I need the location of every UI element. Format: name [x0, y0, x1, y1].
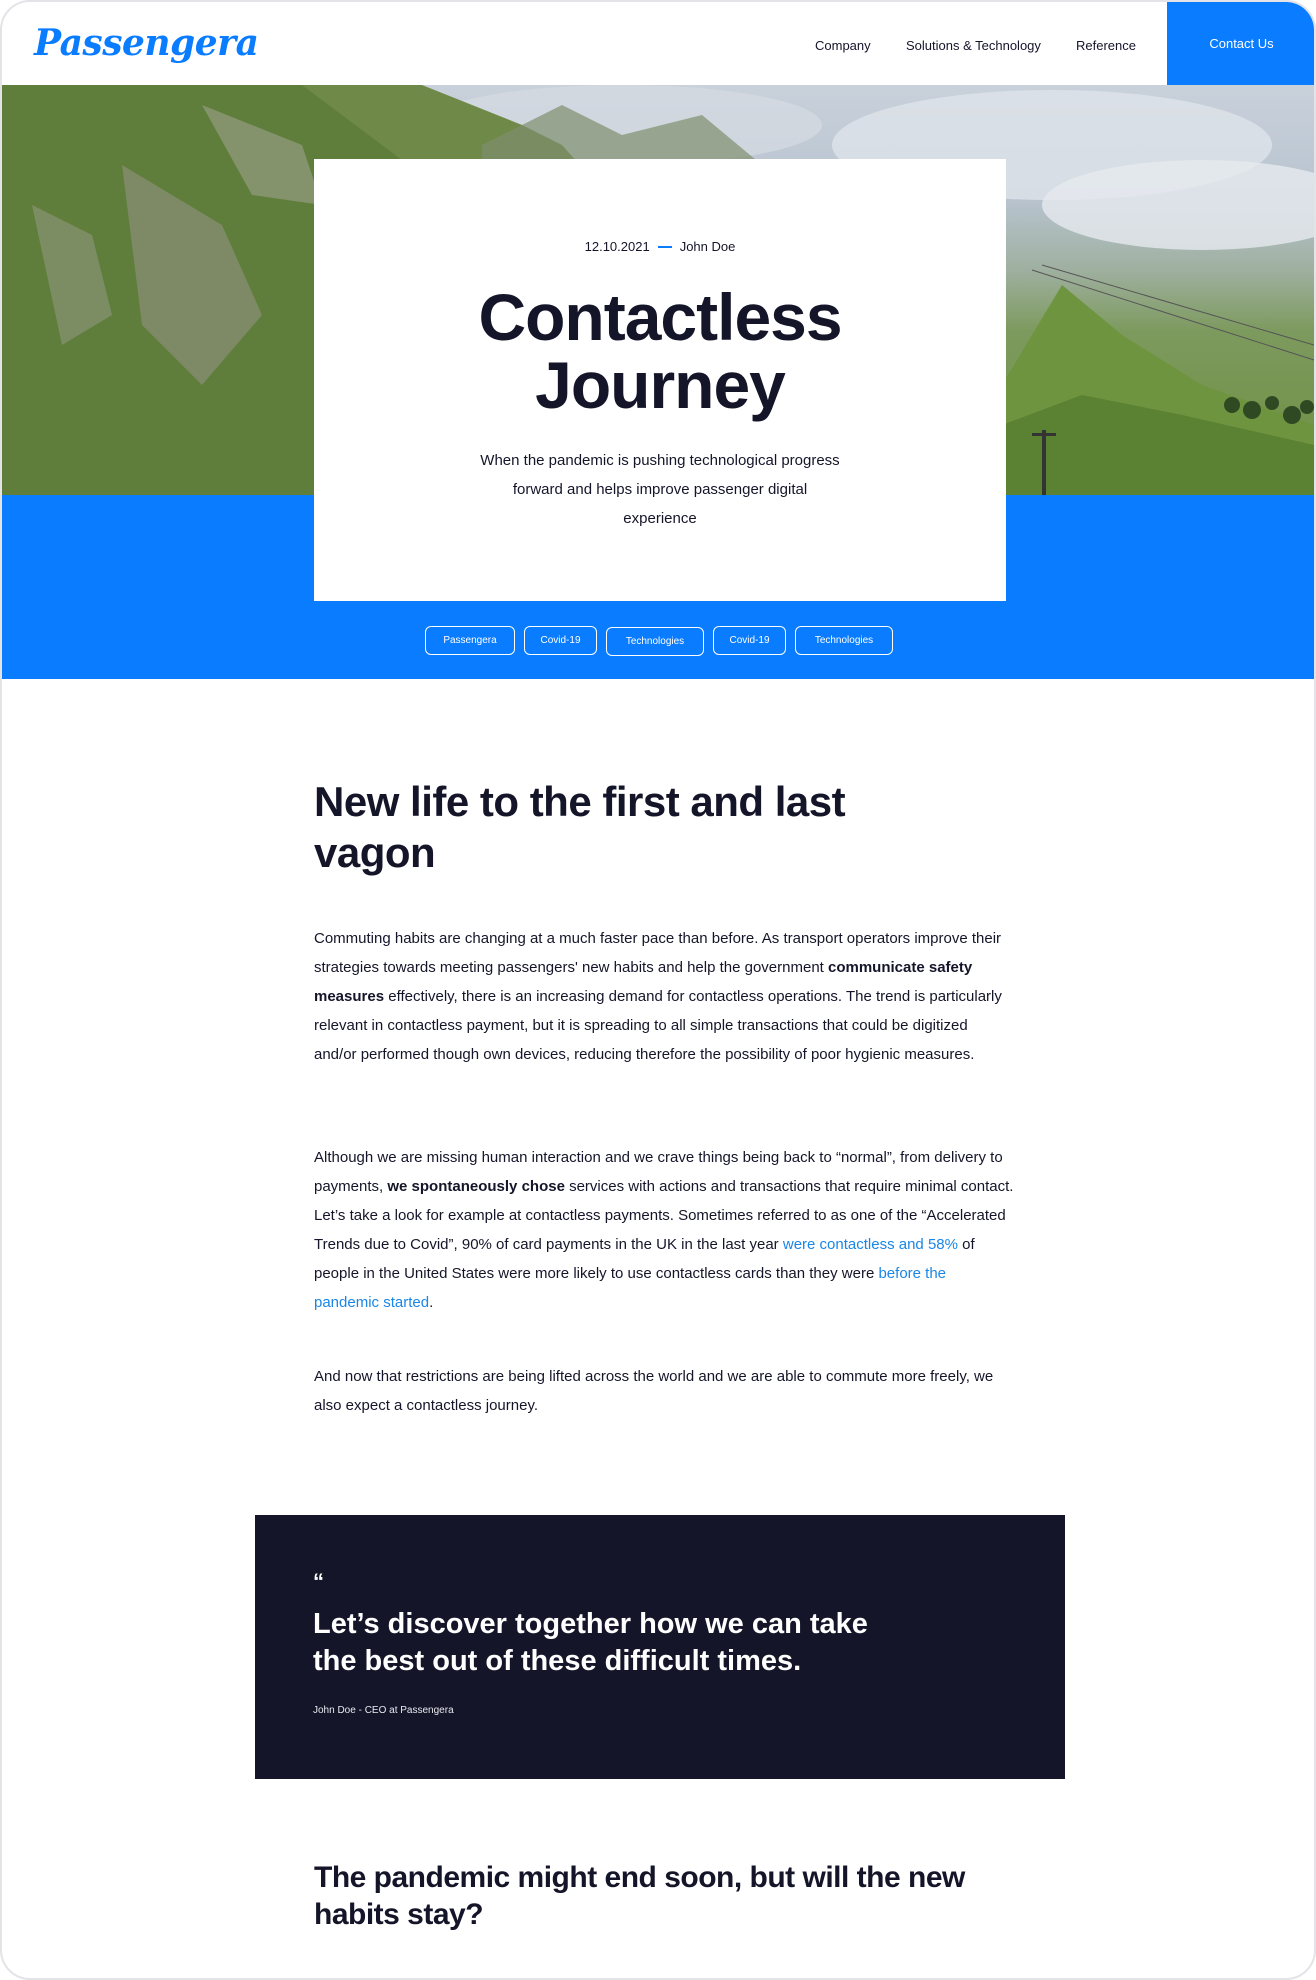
paragraph-2: [314, 1143, 1014, 1317]
title-line-2: Journey: [535, 348, 785, 422]
tag-list: [2, 626, 1314, 656]
hero-card: [314, 159, 1006, 601]
pull-quote: [255, 1515, 1065, 1779]
paragraph-1-text-a: Commuting habits are changing at a much faster pace than before. As transport operators improve their strategies towards meeting passengers' new habits and help the government: [314, 930, 1002, 976]
before-pandemic-link[interactable]: before the pandemic started: [314, 1265, 947, 1311]
meta-separator: [658, 246, 672, 248]
paragraph-1: [314, 924, 1014, 1069]
passengera-logo[interactable]: Passengera: [34, 22, 259, 64]
tag-covid-19-2[interactable]: Covid-19: [713, 626, 786, 655]
hero-section: [2, 85, 1314, 679]
section-heading-1: New life to the first and last vagon: [314, 778, 846, 876]
hero-subtitle: When the pandemic is pushing technological progress forward and helps improve passenger digital experience: [480, 452, 840, 527]
contact-us-button[interactable]: Contact Us: [1167, 2, 1316, 85]
tag-technologies[interactable]: Technologies: [606, 627, 704, 656]
quote-text: Let’s discover together how we can take the best out of these difficult times.: [313, 1608, 868, 1677]
nav-company[interactable]: Company: [815, 38, 871, 53]
tag-technologies-2[interactable]: Technologies: [795, 626, 893, 655]
paragraph-2-text-b: services with actions and transactions that require minimal contact. Let’s take a look for example at contactless payments. Sometimes referred to as one of the “Accelerated Trends due to Covid”, 90% of card payments in the UK in the last year: [314, 1178, 1014, 1253]
nav-solutions-technology[interactable]: Solutions & Technology: [906, 38, 1041, 53]
quote-mark-icon: “: [313, 1569, 324, 1594]
section-heading-2: The pandemic might end soon, but will the new habits stay?: [314, 1861, 965, 1931]
post-author[interactable]: John Doe: [679, 239, 736, 254]
page-title: [314, 280, 1006, 422]
paragraph-1-text-b: effectively, there is an increasing demand for contactless operations. The trend is particularly relevant in contactless payment, but it is spreading to all simple transactions that could be digitized and/or performed though own devices, reducing therefore the possibility of poor hygienic measures.: [314, 988, 1002, 1063]
post-meta: [314, 239, 1006, 254]
contactless-stats-link[interactable]: were contactless and 58%: [782, 1236, 958, 1253]
nav-reference[interactable]: Reference: [1076, 38, 1136, 53]
title-line-1: Contactless: [478, 280, 842, 354]
paragraph-1-bold: communicate safety measures: [314, 959, 973, 1005]
tag-passengera[interactable]: Passengera: [425, 626, 515, 655]
paragraph-3: And now that restrictions are being lifted across the world and we are able to commute more freely, we also expect a contactless journey.: [314, 1368, 994, 1414]
post-date: 12.10.2021: [584, 239, 650, 254]
paragraph-2-text-d: .: [429, 1294, 434, 1311]
quote-author: John Doe - CEO at Passengera: [313, 1705, 454, 1716]
paragraph-2-text-a: Although we are missing human interaction and we crave things being back to “normal”, from delivery to payments,: [314, 1149, 1003, 1195]
tag-covid-19[interactable]: Covid-19: [524, 626, 597, 655]
site-header: [2, 2, 1314, 85]
paragraph-2-text-c: of people in the United States were more likely to use contactless cards than they were: [314, 1236, 975, 1282]
paragraph-2-bold: we spontaneously chose: [387, 1178, 565, 1195]
